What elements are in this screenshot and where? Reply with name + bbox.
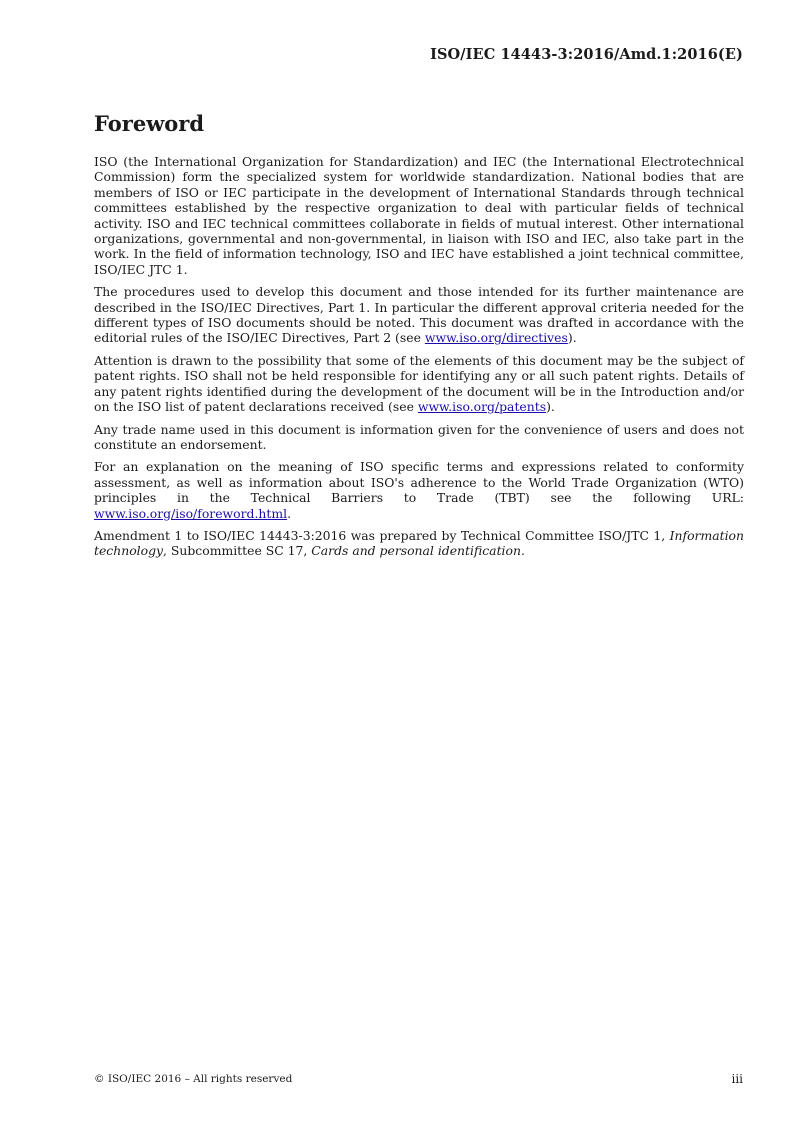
foreword-link[interactable]: www.iso.org/iso/foreword.html bbox=[94, 505, 288, 521]
paragraph-text: ). bbox=[546, 399, 555, 415]
paragraph-amendment bbox=[94, 528, 744, 559]
copyright-notice: © ISO/IEC 2016 – All rights reserved bbox=[94, 1073, 293, 1085]
paragraph-text: . bbox=[520, 543, 525, 559]
paragraph-text: The procedures used to develop this document and those intended for its further maintenance are described in the ISO/IEC Directives, Part 1. In particular the different approval criteria needed for the different types of ISO documents should be noted. This document was drafted in accordance with the editorial rules of the ISO/IEC Directives, Part 2 (see bbox=[94, 284, 744, 346]
page-number: iii bbox=[731, 1072, 743, 1086]
paragraph-patent-rights bbox=[94, 353, 744, 415]
patents-link[interactable]: www.iso.org/patents bbox=[417, 399, 547, 415]
document-identifier: ISO/IEC 14443-3:2016/Amd.1:2016(E) bbox=[430, 46, 743, 63]
paragraph-conformity bbox=[94, 459, 744, 521]
page-title: Foreword bbox=[94, 111, 205, 136]
paragraph-text: Amendment 1 to ISO/IEC 14443-3:2016 was prepared by Technical Committee ISO/JTC 1, bbox=[94, 527, 670, 543]
paragraph-text: ). bbox=[567, 330, 577, 346]
foreword-body bbox=[94, 154, 744, 566]
paragraph-trade-name: Any trade name used in this document is information given for the convenience of users and does not constitute an endorsement. bbox=[94, 421, 744, 452]
paragraph-procedures bbox=[94, 284, 744, 346]
subcommittee-name: Cards and personal identification bbox=[311, 543, 521, 559]
paragraph-text: Attention is drawn to the possibility that some of the elements of this document may be the subject of patent rights. ISO shall not be held responsible for identifying any or all such patent rights. Details of any patent rights identified during the development of the document will be in the Introduction and/or on the ISO list of patent declarations received (see bbox=[94, 352, 744, 415]
directives-link[interactable]: www.iso.org/directives bbox=[424, 330, 568, 346]
paragraph-text: . bbox=[287, 505, 292, 521]
paragraph-text: , Subcommittee SC 17, bbox=[163, 543, 312, 559]
paragraph-text: For an explanation on the meaning of ISO specific terms and expressions related to conformity assessment, as well as information about ISO's adherence to the World Trade Organization (WTO) principles in the Technical Barriers to Trade (TBT) see the following URL: bbox=[94, 459, 744, 506]
paragraph-iso-iec-intro: ISO (the International Organization for Standardization) and IEC (the International Electrotechnical Commission) form the specialized system for worldwide standardization. National bodies that are members of ISO or IEC participate in the development of International Standards through technical committees established by the respective organization to deal with particular fields of technical activity. ISO and IEC technical committees collaborate in fields of mutual interest. Other international organizations, governmental and non-governmental, in liaison with ISO and IEC, also take part in the work. In the field of information technology, ISO and IEC have established a joint technical committee, ISO/IEC JTC 1. bbox=[94, 154, 744, 277]
committee-name: Information technology bbox=[94, 527, 744, 559]
